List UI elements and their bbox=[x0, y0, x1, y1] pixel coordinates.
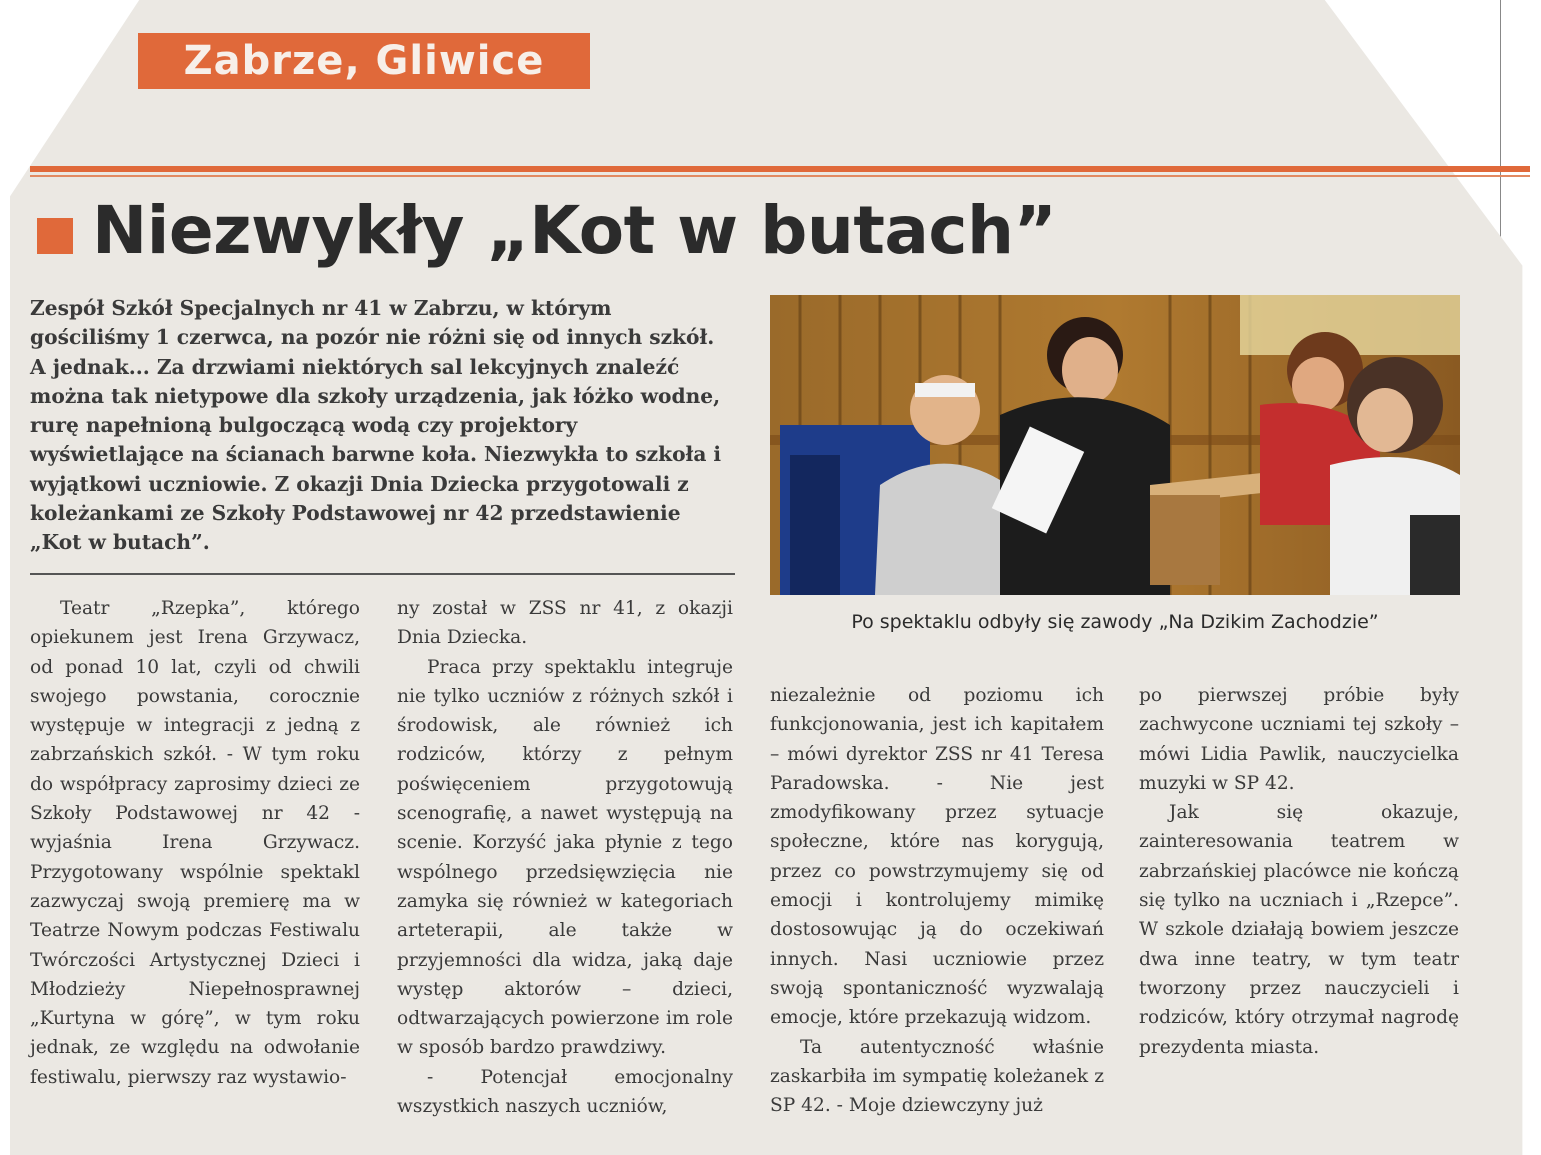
article-photo bbox=[770, 295, 1460, 595]
orange-rule-thin bbox=[30, 175, 1530, 177]
article-column-2 bbox=[397, 594, 733, 1121]
photo-illustration bbox=[770, 295, 1460, 595]
photo-caption: Po spektaklu odbyły się zawody „Na Dzikim Zachodzie” bbox=[851, 611, 1379, 633]
paragraph: Teatr „Rzepka”, którego opiekunem jest Irena Grzywacz, od ponad 10 lat, czyli od chwili swojego powstania, corocznie występuje w integracji z jedną z zabrzańskich szkół. - W tym roku do współpracy zaprosimy dzieci ze Szkoły Podstawowej nr 42 - wyjaśnia Irena Grzywacz. Przygotowany wspólnie spektakl zazwyczaj swoją premierę ma w Teatrze Nowym podczas Festiwalu Twórczości Artystycznej Dzieci i Młodzieży Niepełnosprawnej „Kurtyna w górę”, w tym roku jednak, ze względu na odwołanie festiwalu, pierwszy raz wystawio- bbox=[30, 598, 360, 1088]
section-tag: Zabrze, Gliwice bbox=[138, 33, 590, 89]
orange-rule bbox=[30, 166, 1530, 172]
article-column-1 bbox=[30, 594, 360, 1092]
square-bullet-icon bbox=[37, 218, 73, 254]
paragraph: ny został w ZSS nr 41, z okazji Dnia Dziecka. bbox=[397, 598, 733, 649]
headline: Niezwykły „Kot w butach” bbox=[92, 192, 1057, 269]
paragraph: Ta autentyczność właśnie zaskarbiła im sympatię koleżanek z SP 42. - Moje dziewczyny już bbox=[770, 1036, 1104, 1117]
lead-divider bbox=[30, 573, 735, 575]
paragraph: Jak się okazuje, zainteresowania teatrem w zabrzańskiej placówce nie kończą się tylko na uczniach i „Rzepce”. W szkole działają bowiem jeszcze dwa inne teatry, w tym teatr tworzony przez nauczycieli i rodziców, który otrzymał nagrodę prezydenta miasta. bbox=[1139, 802, 1459, 1058]
paragraph: niezależnie od poziomu ich funkcjonowania, jest ich kapitałem – mówi dyrektor ZSS nr 41 Teresa Paradowska. - Nie jest zmodyfikowany przez sytuacje społeczne, które nas korygują, przez co powstrzymujemy się od emocji i kontrolujemy mimikę dostosowując ją do oczekiwań innych. Nasi uczniowie przez swoją spontaniczność wyzwalają emocje, które przekazują widzom. bbox=[770, 685, 1104, 1029]
lead-paragraph: Zespół Szkół Specjalnych nr 41 w Zabrzu, w którym gościliśmy 1 czerwca, na pozór nie różni się od innych szkół. A jednak... Za drzwiami niektórych sal lekcyjnych znaleźć można tak nietypowe dla szkoły urządzenia, jak łóżko wodne, rurę napełnioną bulgoczącą wodą czy projektory wyświetlające na ścianach barwne koła. Niezwykła to szkoła i wyjątkowi uczniowie. Z okazji Dnia Dziecka przygotowali z koleżankami ze Szkoły Podstawowej nr 42 przedstawienie „Kot w butach”. bbox=[30, 296, 722, 555]
article-column-3 bbox=[770, 681, 1104, 1120]
paragraph: po pierwszej próbie były zachwycone uczniami tej szkoły – mówi Lidia Pawlik, nauczycielka muzyki w SP 42. bbox=[1139, 685, 1459, 794]
paragraph: - Potencjał emocjonalny wszystkich naszych uczniów, bbox=[397, 1066, 733, 1118]
article-column-4 bbox=[1139, 681, 1459, 1062]
paragraph: Praca przy spektaklu integruje nie tylko uczniów z różnych szkół i środowisk, ale również ich rodziców, którzy z pełnym poświęceniem przygotowują scenografię, a nawet występują na scenie. Korzyść jaka płynie z tego wspólnego przedsięwzięcia nie zamyka się również w kategoriach arteterapii, ale także w przyjemności dla widza, jaką daje występ aktorów – dzieci, odtwarzających powierzone im role w sposób bardzo prawdziwy. bbox=[397, 656, 733, 1059]
